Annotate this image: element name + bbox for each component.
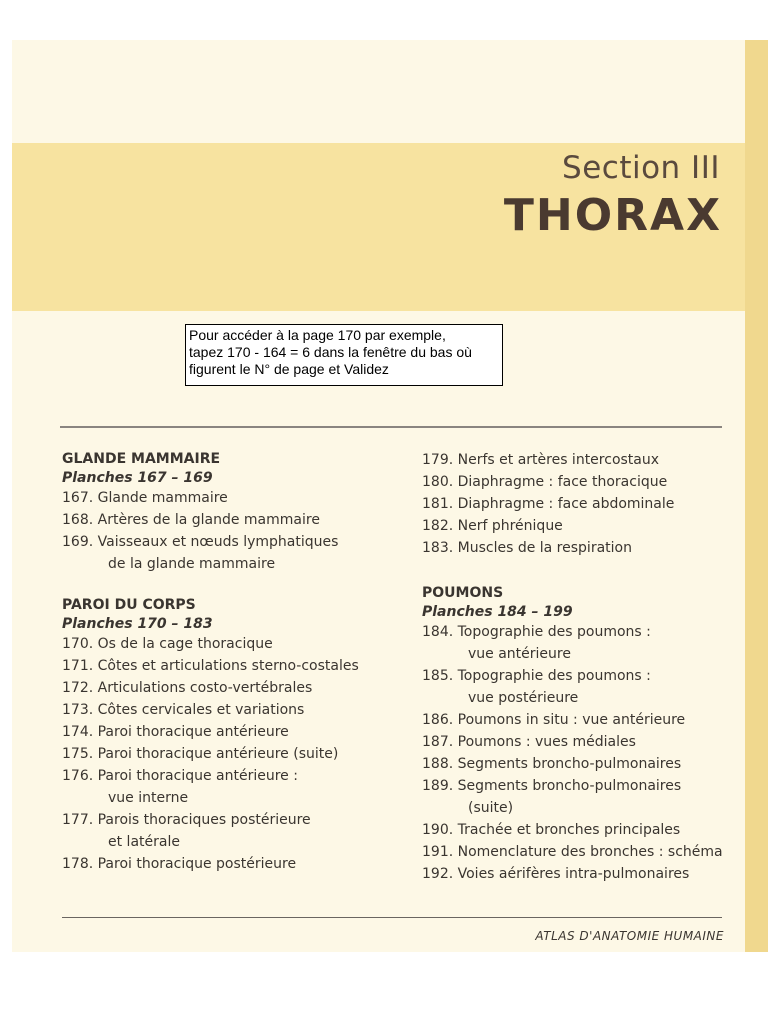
toc-entry[interactable]: 185. Topographie des poumons : [422, 668, 651, 684]
toc-left-column [62, 449, 392, 875]
toc-entry[interactable]: 168. Artères de la glande mammaire [62, 512, 320, 528]
planches-range: Planches 170 – 183 [62, 616, 213, 632]
toc-entry[interactable]: 167. Glande mammaire [62, 490, 228, 506]
top-divider [60, 426, 722, 428]
page-title: THORAX [503, 190, 722, 241]
toc-entry[interactable]: 178. Paroi thoracique postérieure [62, 856, 297, 872]
toc-entry[interactable]: 179. Nerfs et artères intercostaux [422, 452, 660, 468]
toc-right-column [422, 449, 742, 885]
footer-book-title: ATLAS D'ANATOMIE HUMAINE [535, 929, 724, 943]
planches-range: Planches 167 – 169 [62, 470, 213, 486]
bottom-divider [62, 917, 722, 918]
section-heading-paroi: PAROI DU CORPS [62, 597, 196, 613]
instruction-line: figurent le N° de page et Validez [189, 361, 389, 377]
toc-entry[interactable]: 180. Diaphragme : face thoracique [422, 474, 668, 490]
section-heading-glande: GLANDE MAMMAIRE [62, 451, 221, 467]
instruction-line: Pour accéder à la page 170 par exemple, [189, 327, 446, 343]
toc-entry[interactable]: 187. Poumons : vues médiales [422, 734, 636, 750]
toc-entry-continuation[interactable]: de la glande mammaire [108, 556, 276, 572]
toc-entry[interactable]: 191. Nomenclature des bronches : schéma [422, 844, 723, 860]
section-heading-poumons: POUMONS [422, 585, 504, 601]
instruction-note [185, 324, 503, 386]
toc-entry[interactable]: 189. Segments broncho-pulmonaires [422, 778, 682, 794]
toc-entry[interactable]: 175. Paroi thoracique antérieure (suite) [62, 746, 339, 762]
toc-entry[interactable]: 172. Articulations costo-vertébrales [62, 680, 313, 696]
toc-entry[interactable]: 173. Côtes cervicales et variations [62, 702, 305, 718]
toc-entry[interactable]: 192. Voies aérifères intra-pulmonaires [422, 866, 690, 882]
toc-entry[interactable]: 170. Os de la cage thoracique [62, 636, 273, 652]
section-label: Section III [562, 150, 720, 186]
toc-entry[interactable]: 184. Topographie des poumons : [422, 624, 651, 640]
toc-entry[interactable]: 177. Parois thoraciques postérieure [62, 812, 311, 828]
instruction-line: tapez 170 - 164 = 6 dans la fenêtre du bas où [189, 344, 472, 360]
planches-range: Planches 184 – 199 [422, 604, 573, 620]
toc-entry[interactable]: 169. Vaisseaux et nœuds lymphatiques [62, 534, 339, 550]
page-edge-strip [745, 40, 768, 952]
toc-entry[interactable]: 171. Côtes et articulations sterno-costales [62, 658, 359, 674]
toc-entry[interactable]: 183. Muscles de la respiration [422, 540, 632, 556]
toc-entry-continuation[interactable]: vue antérieure [468, 646, 571, 662]
toc-entry[interactable]: 190. Trachée et bronches principales [422, 822, 681, 838]
toc-entry[interactable]: 176. Paroi thoracique antérieure : [62, 768, 298, 784]
toc-entry[interactable]: 174. Paroi thoracique antérieure [62, 724, 289, 740]
toc-entry-continuation[interactable]: vue postérieure [468, 690, 579, 706]
toc-entry[interactable]: 188. Segments broncho-pulmonaires [422, 756, 682, 772]
toc-entry[interactable]: 182. Nerf phrénique [422, 518, 563, 534]
toc-entry-continuation[interactable]: (suite) [468, 800, 514, 816]
toc-entry[interactable]: 186. Poumons in situ : vue antérieure [422, 712, 686, 728]
toc-entry-continuation[interactable]: et latérale [108, 834, 180, 850]
toc-entry[interactable]: 181. Diaphragme : face abdominale [422, 496, 675, 512]
toc-entry-continuation[interactable]: vue interne [108, 790, 189, 806]
